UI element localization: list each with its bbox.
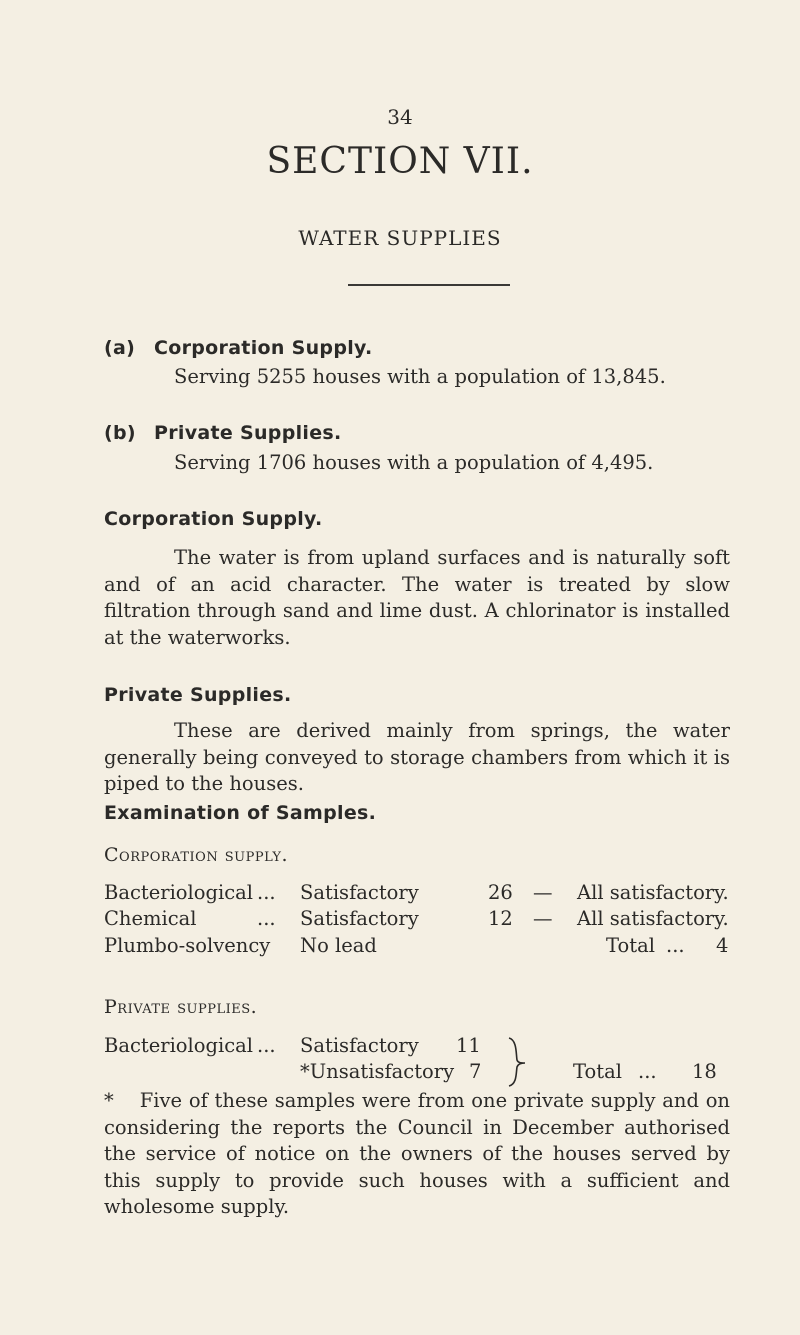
footnote-paragraph [104,1088,730,1221]
priv-total-value: 18 [692,1060,717,1083]
corporation-text: The water is from upland surfaces and is naturally soft and of an acid character. The water is treated by slow filtration through sand and lime dust. A chlorinator is installed at the waterworks. [104,546,730,649]
corp-row-1-dots: ... [257,881,276,904]
corp-row-2-test: Chemical [104,907,197,930]
corp-row-1-count: 26 [488,881,513,904]
item-a-heading: Corporation Supply. [154,337,373,359]
corporation-supply-subheading: Corporation supply. [104,844,289,866]
examination-heading: Examination of Samples. [104,802,377,824]
corp-row-3-result: No lead [300,934,377,957]
priv-row-1-dots: ... [257,1034,276,1057]
footnote-text: Five of these samples were from one private supply and on considering the reports the Council in December authorised the service of notice on the owners of the houses served by this supply to provide such houses with a sufficient and wholesome supply. [104,1089,730,1218]
corp-row-1-test: Bacteriological [104,881,254,904]
priv-row-1-test: Bacteriological [104,1034,254,1057]
corporation-paragraph [104,545,730,651]
corp-row-1-dash: — [533,881,553,904]
priv-row-1-count: 11 [456,1034,481,1057]
corp-row-2-count: 12 [488,907,513,930]
private-heading: Private Supplies. [104,684,292,706]
corp-row-3-test: Plumbo-solvency [104,934,271,957]
item-a-text: Serving 5255 houses with a population of 13,845. [174,365,666,388]
private-text: These are derived mainly from springs, the water generally being conveyed to storage chambers from which it is piped to the houses. [104,719,730,795]
private-supplies-subheading: Private supplies. [104,996,258,1018]
section-title: SECTION VII. [266,141,534,182]
item-b-text: Serving 1706 houses with a population of 4,495. [174,451,654,474]
corp-row-2-dash: — [533,907,553,930]
priv-total-dots: ... [638,1060,657,1083]
corp-row-1-result: Satisfactory [300,881,419,904]
right-brace-icon [505,1036,529,1088]
item-a-marker: (a) [104,337,136,359]
corp-row-1-note: All satisfactory. [577,881,729,904]
corp-row-2-result: Satisfactory [300,907,419,930]
page-number: 34 [387,105,413,129]
priv-row-2-count: 7 [469,1060,482,1083]
corp-row-3-total-value: 4 [716,934,729,957]
corp-row-2-note: All satisfactory. [577,907,729,930]
corp-row-3-total-label: Total [606,934,655,957]
section-subtitle: WATER SUPPLIES [298,226,502,250]
priv-row-2-result: *Unsatisfactory [300,1060,455,1083]
item-b-marker: (b) [104,422,136,444]
item-b-heading: Private Supplies. [154,422,342,444]
priv-total-label: Total [573,1060,622,1083]
divider-rule [348,284,510,286]
corporation-heading: Corporation Supply. [104,508,323,530]
private-paragraph [104,718,730,798]
priv-row-1-result: Satisfactory [300,1034,419,1057]
corp-row-3-total-dots: ... [666,934,685,957]
footnote-marker: * [104,1089,114,1112]
corp-row-2-dots: ... [257,907,276,930]
